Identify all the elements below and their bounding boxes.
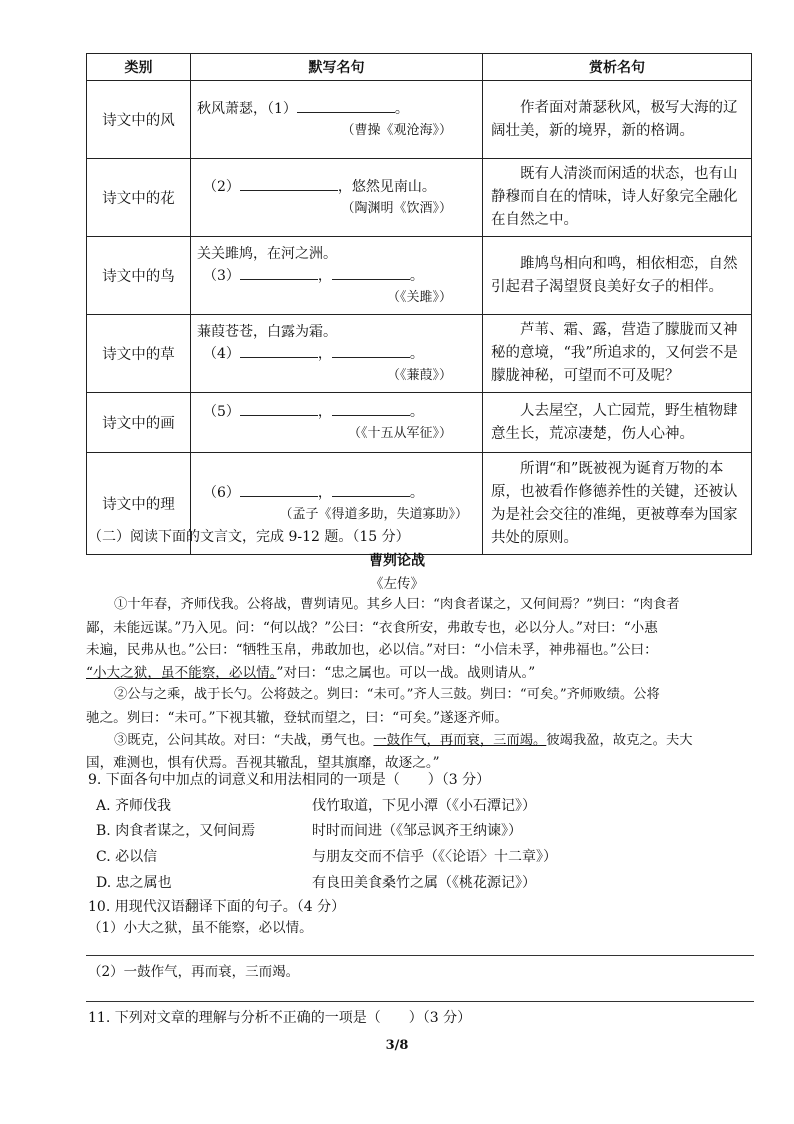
dictation-end: 。 (409, 267, 424, 284)
dictation-end: 。 (409, 403, 424, 420)
dictation-prompt: 秋风萧瑟，（1） (197, 100, 297, 117)
header-dictation: 默写名句 (191, 54, 483, 81)
question-11-stem: 11. 下列对文章的理解与分析不正确的一项是（ ）（3 分） (88, 1010, 472, 1026)
answer-line[interactable] (86, 1001, 754, 1002)
answer-blank[interactable] (240, 403, 318, 416)
dictation-prompt: （2） (203, 178, 240, 195)
table-row (87, 159, 752, 237)
dictation-given-line: 蒹葭苍苍，白露为霜。 (197, 323, 337, 340)
appreciation-cell: 芦苇、霜、露，营造了朦胧而又神秘的意境，“我”所追求的，又何尝不是朦胧神秘，可望而不可及呢？ (483, 315, 752, 393)
question-9-stem: 9. 下面各句中加点的词意义和用法相同的一项是（ ）（3 分） (88, 772, 491, 788)
passage-source: 《左传》 (370, 576, 424, 592)
row-category: 诗文中的理 (87, 453, 191, 555)
option-a-right: 伐竹取道，下见小潭（《小石潭记》） (312, 798, 536, 814)
underlined-sentence: 一鼓作气，再而衰，三而竭。 (373, 732, 547, 748)
dictation-sep: ， (317, 267, 332, 284)
passage-line: ②公与之乘，战于长勺。公将鼓之。刿曰：“未可。”齐人三鼓。刿曰：“可矣。”齐师败绩。公将 (114, 687, 660, 703)
dictation-prompt: （6） (203, 484, 240, 501)
dictation-prompt: （5） (203, 403, 240, 420)
option-c-right: 与朋友交而不信乎（《〈论语〉十二章》） (312, 849, 557, 865)
table-row (87, 315, 752, 393)
option-b-right: 时时而间进（《邹忌讽齐王纳谏》） (312, 823, 522, 839)
passage-line: 鄙，未能远谋。”乃入见。问：“何以战？”公曰：“衣食所安，弗敢专也，必以分人。”对曰：“小惠 (86, 619, 658, 636)
passage-line: 国，难测也，惧有伏焉。吾视其辙乱，望其旗靡，故逐之。” (86, 755, 440, 772)
row-category: 诗文中的草 (87, 315, 191, 393)
passage-line (86, 662, 754, 685)
table-header-row (87, 54, 752, 81)
appreciation-cell: 人去屋空，人亡园荒，野生植物肆意生长，荒凉凄楚，伤人心神。 (483, 393, 752, 453)
option-c-left: C. 必以信 (96, 849, 158, 865)
table-row (87, 237, 752, 315)
question-10-sentence-1: （1）小大之狱，虽不能察，必以情。 (88, 920, 313, 936)
answer-blank[interactable] (240, 267, 318, 280)
poem-source: （《蒹葭》） (386, 367, 452, 383)
passage-line (86, 730, 754, 753)
dictation-end: 。 (409, 484, 424, 501)
passage-text: ③既克，公问其故。对曰：“夫战，勇气也。 (114, 732, 374, 748)
answer-blank[interactable] (297, 100, 395, 113)
poem-table (86, 53, 752, 555)
passage-text: 彼竭我盈，故克之。夫大 (546, 732, 693, 748)
dictation-cell (191, 393, 483, 453)
dictation-end: 。 (409, 345, 424, 362)
dictation-sep: ， (317, 345, 332, 362)
header-appreciation: 赏析名句 (483, 54, 752, 81)
poem-source: （《关雎》） (386, 289, 452, 305)
passage-text: ”对曰：“忠之属也。可以一战。战则请从。” (276, 664, 536, 681)
dictation-end: 。 (394, 100, 409, 117)
table-row (87, 81, 752, 159)
passage-title: 曹刿论战 (369, 553, 425, 569)
poem-source: （陶渊明《饮酒》） (341, 200, 452, 216)
dictation-cell (191, 237, 483, 315)
dictation-cell (191, 81, 483, 159)
answer-blank[interactable] (240, 345, 318, 358)
poem-source: （孟子《得道多助，失道寡助》） (279, 506, 468, 522)
dictation-prompt: （4） (203, 345, 240, 362)
poem-source: （《十五从军征》） (347, 425, 452, 441)
poem-source: （曹操《观沧海》） (341, 122, 452, 138)
page-number: 3/8 (385, 1038, 409, 1053)
row-category: 诗文中的鸟 (87, 237, 191, 315)
passage-line: 未遍，民弗从也。”公曰：“牺牲玉帛，弗敢加也，必以信。”对曰：“小信未孚，神弗福也。”公曰： (86, 642, 658, 659)
row-category: 诗文中的花 (87, 159, 191, 237)
row-category: 诗文中的风 (87, 81, 191, 159)
answer-blank[interactable] (332, 267, 410, 280)
question-10-stem: 10. 用现代汉语翻译下面的句子。（4 分） (88, 899, 346, 915)
passage-line: ①十年春，齐师伐我。公将战，曹刿请见。其乡人曰：“肉食者谋之，又何间焉？”刿曰：“肉食者 (114, 597, 680, 612)
underlined-sentence: “小大之狱，虽不能察，必以情。 (86, 664, 277, 681)
option-d-left: D. 忠之属也 (96, 875, 172, 891)
option-b-left: B. 肉食者谋之，又何间焉 (96, 823, 256, 839)
dictation-prompt: （3） (203, 267, 240, 284)
answer-blank[interactable] (332, 345, 410, 358)
dictation-cell (191, 315, 483, 393)
option-d-right: 有良田美食桑竹之属（《桃花源记》） (312, 875, 536, 891)
answer-blank[interactable] (332, 403, 410, 416)
appreciation-cell: 雎鸠鸟相向和鸣，相依相恋，自然引起君子渴望贤良美好女子的相伴。 (483, 237, 752, 315)
row-category: 诗文中的画 (87, 393, 191, 453)
appreciation-cell: 作者面对萧瑟秋风，极写大海的辽阔壮美，新的境界，新的格调。 (483, 81, 752, 159)
dictation-given-line: 关关雎鸠，在河之洲。 (197, 245, 337, 262)
appreciation-cell: 既有人清淡而闲适的状态，也有山静穆而自在的情味，诗人好象完全融化在自然之中。 (483, 159, 752, 237)
appreciation-cell: 所谓“和”既被视为诞育万物的本原，也被看作修德养性的关键，还被认为是社会交往的准绳，更被尊奉为国家共处的原则。 (483, 453, 752, 555)
header-category: 类别 (87, 54, 191, 81)
dictation-cell (191, 159, 483, 237)
dictation-end: ，悠然见南山。 (337, 178, 436, 195)
table-row (87, 393, 752, 453)
answer-blank[interactable] (240, 484, 318, 497)
answer-blank[interactable] (332, 484, 410, 497)
section-intro: （二）阅读下面的文言文，完成 9-12 题。（15 分） (88, 529, 410, 545)
dictation-sep: ， (317, 403, 332, 420)
answer-blank[interactable] (240, 178, 338, 191)
answer-line[interactable] (86, 955, 754, 956)
passage-line: 驰之。刿曰：“未可。”下视其辙，登轼而望之，曰：“可矣。”遂逐齐师。 (86, 709, 509, 726)
dictation-sep: ， (317, 484, 332, 501)
passage-body (86, 594, 754, 775)
question-10-sentence-2: （2）一鼓作气，再而衰，三而竭。 (88, 964, 300, 980)
option-a-left: A. 齐师伐我 (96, 798, 172, 814)
